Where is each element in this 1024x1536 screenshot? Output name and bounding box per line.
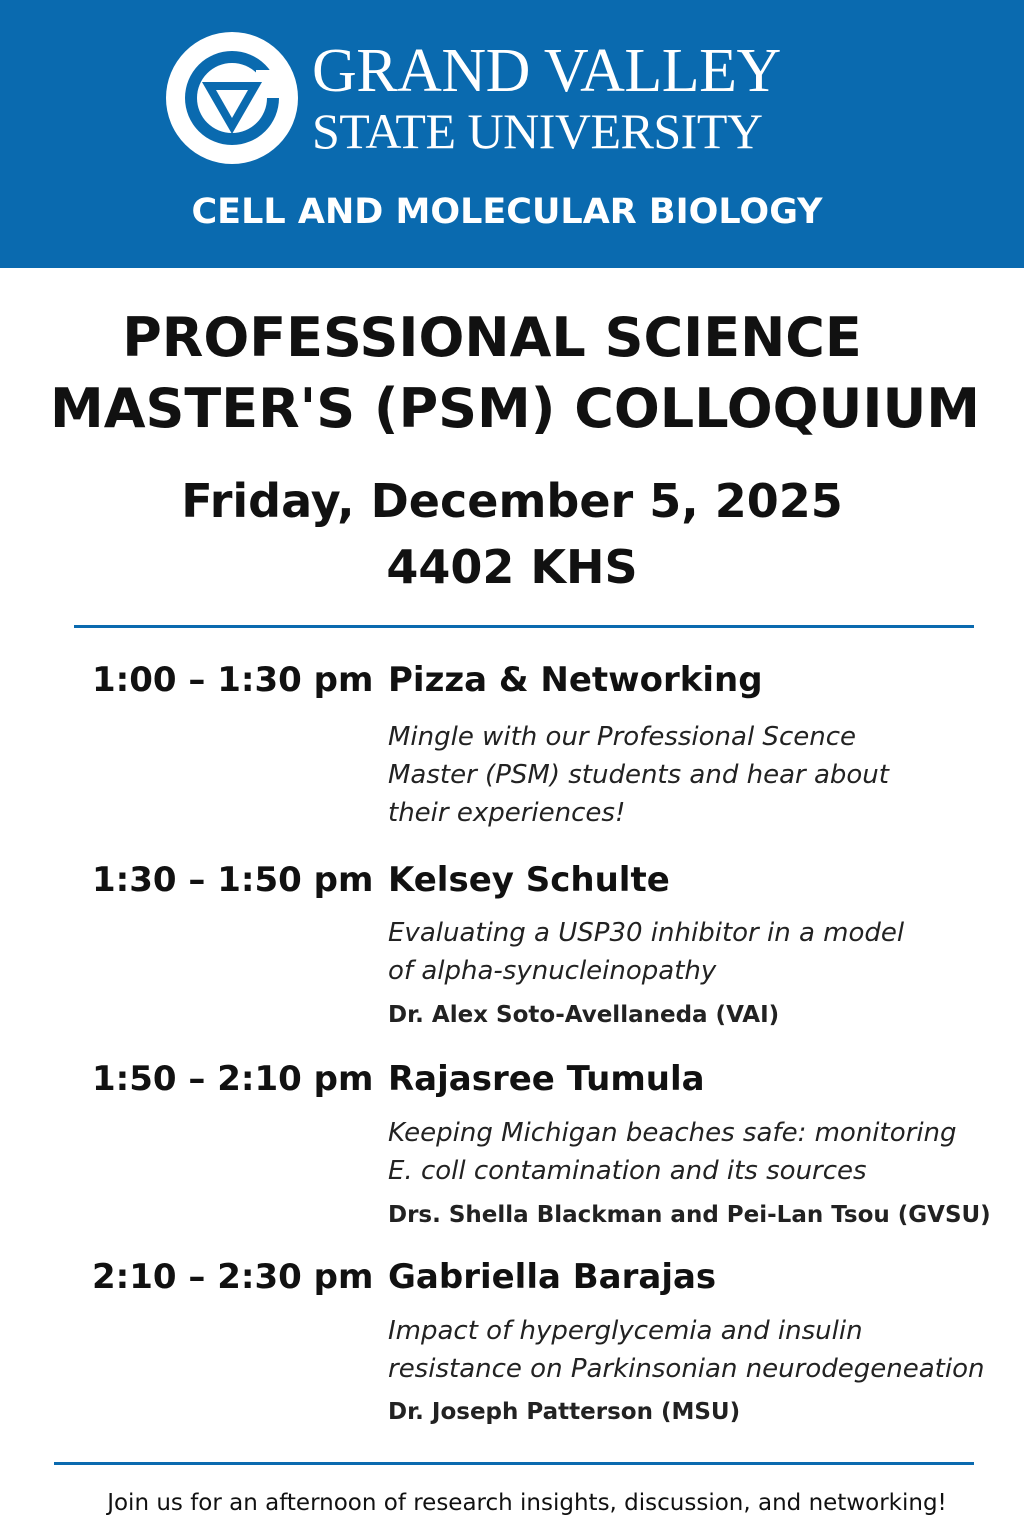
session-advisor: Dr. Joseph Patterson (MSU) [388, 1399, 741, 1425]
event-title-line-1: PROFESSIONAL SCIENCE [122, 306, 862, 369]
event-title [0, 306, 1024, 442]
session-title: Rajasree Tumula [388, 1059, 705, 1099]
divider-top [74, 625, 974, 628]
session-description-line: Master (PSM) students and hear about [388, 760, 889, 790]
session-description-line: E. coll contamination and its sources [388, 1156, 867, 1186]
university-wordmark [312, 37, 781, 159]
department-name: CELL AND MOLECULAR BIOLOGY [191, 192, 823, 232]
event-date: Friday, December 5, 2025 [181, 474, 843, 528]
session-description-line: their experiences! [388, 798, 626, 828]
session-description [388, 718, 889, 832]
session-time: 1:00 – 1:30 pm [92, 660, 374, 700]
session-description-line: Impact of hyperglycemia and insulin [388, 1316, 863, 1346]
event-title-line-2: MASTER'S (PSM) COLLOQUIUM [49, 376, 981, 440]
session-description-line: resistance on Parkinsonian neurodegeneation [388, 1354, 985, 1384]
session-title: Pizza & Networking [388, 660, 763, 700]
session-time: 1:30 – 1:50 pm [92, 860, 374, 900]
wordmark-line-2: STATE UNIVERSITY [312, 103, 763, 159]
session-time: 2:10 – 2:30 pm [92, 1257, 374, 1297]
session-title: Gabriella Barajas [388, 1257, 717, 1297]
event-room: 4402 KHS [386, 540, 638, 594]
divider-bottom [54, 1462, 974, 1465]
footer-tagline: Join us for an afternoon of research insights, discussion, and networking! [107, 1490, 947, 1516]
session-description-line: Keeping Michigan beaches safe: monitoring [388, 1118, 957, 1148]
session-description-line: Evaluating a USP30 inhibitor in a model [388, 918, 905, 948]
session-advisor: Dr. Alex Soto-Avellaneda (VAI) [388, 1002, 780, 1028]
session-description [388, 1312, 984, 1388]
session-description-line: of alpha-synucleinopathy [388, 956, 717, 986]
session-advisor: Drs. Shella Blackman and Pei-Lan Tsou (GVSU) [388, 1202, 991, 1228]
gvsu-g-logo-icon [164, 30, 300, 166]
wordmark-line-1: GRAND VALLEY [312, 37, 781, 105]
session-description [388, 1114, 957, 1190]
session-time: 1:50 – 2:10 pm [92, 1059, 374, 1099]
header-banner [0, 0, 1024, 268]
session-title: Kelsey Schulte [388, 860, 670, 900]
session-description-line: Mingle with our Professional Scence [388, 722, 856, 752]
session-description [388, 914, 904, 990]
